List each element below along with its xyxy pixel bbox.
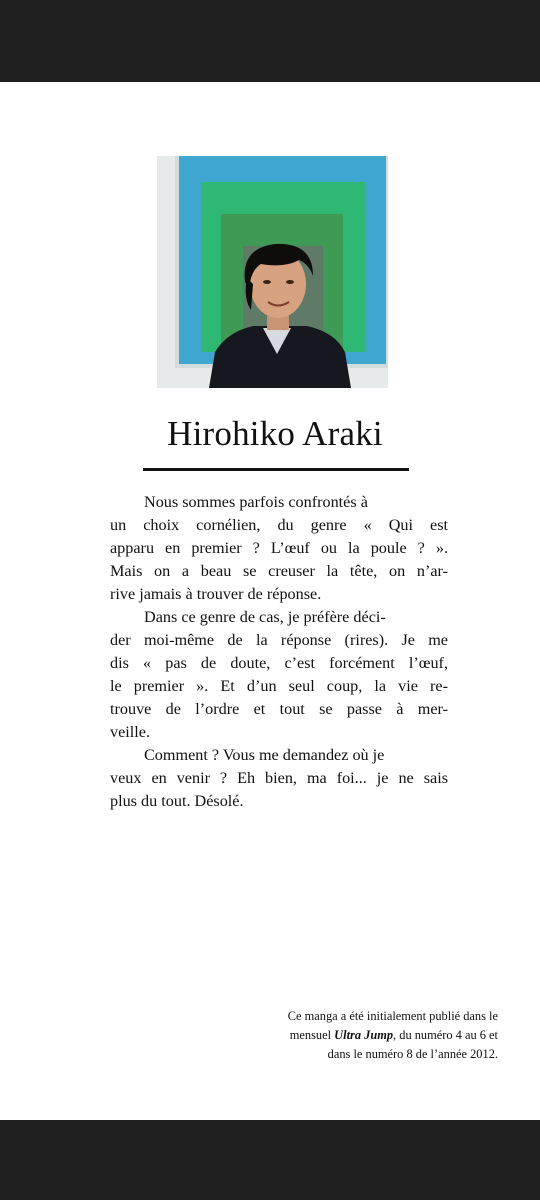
author-photo (157, 156, 388, 388)
text-line: der moi-même de la réponse (rires). Je me (110, 631, 448, 649)
publication-note-line (214, 1026, 498, 1045)
text-line: le premier ». Et d’un seul coup, la vie re- (110, 677, 448, 695)
text-line: dis « pas de doute, c’est forcément l’œuf, (110, 654, 448, 672)
text-line: Nous sommes parfois confrontés à (144, 493, 368, 511)
publication-note-prefix: mensuel (289, 1028, 335, 1042)
author-photo-illustration (157, 156, 388, 388)
book-page (0, 82, 540, 1120)
magazine-title: Ultra Jump (334, 1028, 394, 1042)
text-line: veux en venir ? Eh bien, ma foi... je ne sais (110, 769, 448, 787)
bottom-dark-bar (0, 1120, 540, 1200)
publication-note-line: dans le numéro 8 de l’année 2012. (327, 1047, 498, 1061)
text-line: rive jamais à trouver de réponse. (110, 585, 322, 603)
text-line: Dans ce genre de cas, je préfère déci- (144, 608, 386, 626)
name-underline-rule (143, 468, 409, 471)
author-note-text (110, 491, 448, 813)
text-line: apparu en premier ? L’œuf ou la poule ? ». (110, 539, 448, 557)
text-line: Mais on a beau se creuser la tête, on n’ar- (110, 562, 448, 580)
publication-note-line: Ce manga a été initialement publié dans le (287, 1009, 498, 1023)
publication-note (214, 1007, 498, 1064)
top-dark-bar (0, 0, 540, 82)
text-line: trouve de l’ordre et tout se passe à mer- (110, 700, 448, 718)
publication-note-suffix: , du numéro 4 au 6 et (393, 1028, 498, 1042)
author-name: Hirohiko Araki (167, 414, 383, 453)
text-line: veille. (110, 723, 151, 741)
text-line: Comment ? Vous me demandez où je (144, 746, 385, 764)
text-line: un choix cornélien, du genre « Qui est (110, 516, 448, 534)
text-line: plus du tout. Désolé. (110, 792, 244, 810)
